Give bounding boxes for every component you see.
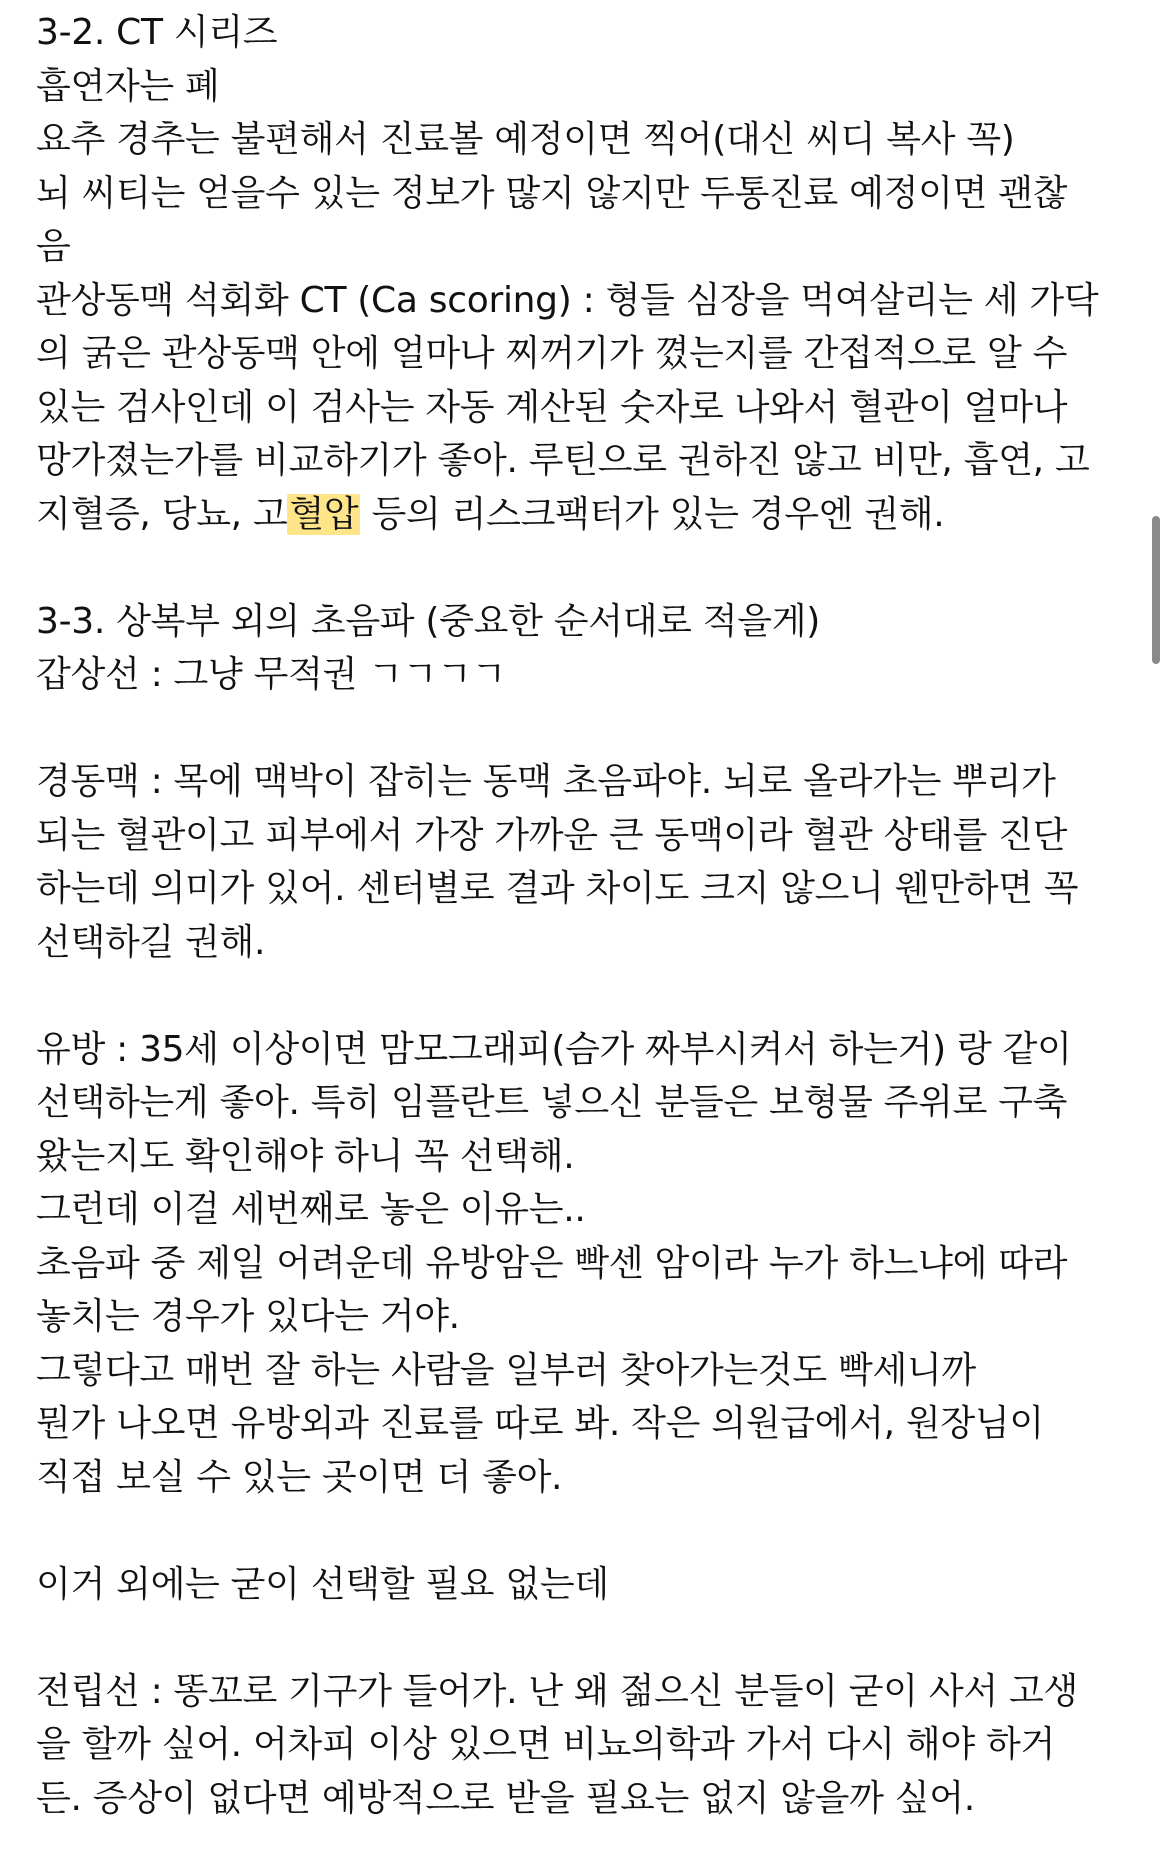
text-line: 갑상선 : 그냥 무적권 ㄱㄱㄱㄱ	[36, 654, 507, 695]
text-line: 전립선 : 똥꼬로 기구가 들어가. 난 왜 젊으신 분들이 굳이 사서 고생	[36, 1670, 1078, 1712]
text-line: 경동맥 : 목에 맥박이 잡히는 동맥 초음파야. 뇌로 올라가는 뿌리가	[36, 761, 1056, 802]
text-line: 초음파 중 제일 어려운데 유방암은 빡센 암이라 누가 하느냐에 따라	[36, 1242, 1068, 1284]
text-line: 3-2. CT 시리즈	[36, 12, 278, 53]
text-line: 선택하는게 좋아. 특히 임플란트 넣으신 분들은 보형물 주위로 구축	[36, 1082, 1068, 1123]
blank-line	[36, 702, 1136, 756]
text-line: 되는 혈관이고 피부에서 가장 가까운 큰 동맥이라 혈관 상태를 진단	[36, 814, 1068, 856]
blank-line	[36, 1504, 1136, 1558]
blank-line	[36, 969, 1136, 1023]
blank-line	[36, 1611, 1136, 1665]
text-segment: 등의 리스크팩터가 있는 경우엔 권해.	[360, 493, 945, 535]
text-line: 있는 검사인데 이 검사는 자동 계산된 숫자로 나와서 혈관이 얼마나	[36, 386, 1068, 428]
text-line: 을 할까 싶어. 어차피 이상 있으면 비뇨의학과 가서 다시 해야 하거	[36, 1724, 1055, 1765]
text-line: 뭔가 나오면 유방외과 진료를 따로 봐. 작은 의원급에서, 원장님이	[36, 1403, 1044, 1444]
document-body	[36, 6, 1136, 1825]
text-line: 놓치는 경우가 있다는 거야.	[36, 1296, 460, 1337]
text-line: 흡연자는 폐	[36, 65, 220, 107]
text-line: 음	[36, 226, 71, 267]
text-line: 요추 경추는 불편해서 진료볼 예정이면 찍어(대신 씨디 복사 꼭)	[36, 119, 1015, 160]
text-line-highlighted	[36, 488, 1136, 542]
blank-line	[36, 541, 1136, 595]
text-line: 이거 외에는 굳이 선택할 필요 없는데	[36, 1563, 609, 1605]
scrollbar-thumb[interactable]	[1152, 516, 1160, 664]
text-line: 유방 : 35세 이상이면 맘모그래피(슴가 짜부시켜서 하는거) 랑 같이	[36, 1028, 1072, 1070]
text-line: 든. 증상이 없다면 예방적으로 받을 필요는 없지 않을까 싶어.	[36, 1777, 975, 1819]
text-line: 직접 보실 수 있는 곳이면 더 좋아.	[36, 1456, 563, 1498]
text-line: 뇌 씨티는 얻을수 있는 정보가 많지 않지만 두통진료 예정이면 괜찮	[36, 172, 1068, 214]
text-line: 관상동맥 석회화 CT (Ca scoring) : 형들 심장을 먹여살리는 세 가닥	[36, 279, 1099, 321]
text-line: 3-3. 상복부 외의 초음파 (중요한 순서대로 적을게)	[36, 600, 820, 642]
text-line: 그렇다고 매번 잘 하는 사람을 일부러 찾아가는것도 빡세니까	[36, 1349, 976, 1391]
text-line: 망가졌는가를 비교하기가 좋아. 루틴으로 권하진 않고 비만, 흡연, 고	[36, 440, 1090, 481]
text-line: 그런데 이걸 세번째로 놓은 이유는..	[36, 1189, 586, 1230]
text-segment: 지혈증, 당뇨, 고	[36, 493, 288, 535]
text-line: 하는데 의미가 있어. 센터별로 결과 차이도 크지 않으니 웬만하면 꼭	[36, 868, 1079, 909]
text-line: 선택하길 권해.	[36, 921, 266, 963]
text-line: 의 굵은 관상동맥 안에 얼마나 찌꺼기가 꼈는지를 간접적으로 알 수	[36, 333, 1068, 374]
text-line: 왔는지도 확인해야 하니 꼭 선택해.	[36, 1135, 575, 1177]
highlighted-word: 혈압	[289, 493, 359, 535]
